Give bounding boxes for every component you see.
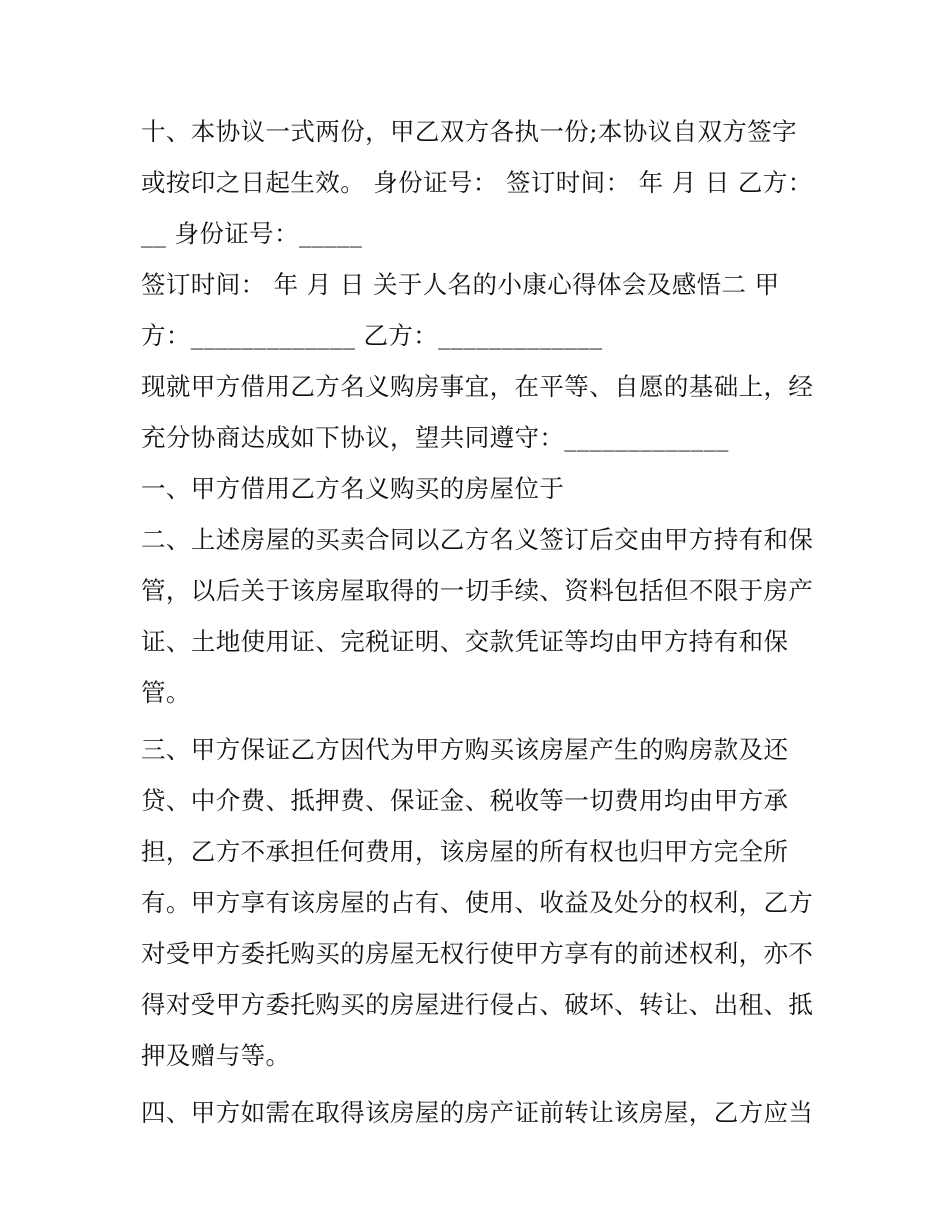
text-line: 担，乙方不承担任何费用，该房屋的所有权也归甲方完全所 (141, 837, 789, 866)
text-line: 有。甲方享有该房屋的占有、使用、收益及处分的权利，乙方 (141, 888, 814, 917)
text-line: 押及赠与等。 (141, 1041, 291, 1070)
text-line: __ 身份证号：_____ (141, 219, 363, 248)
text-line: 四、甲方如需在取得该房屋的房产证前转让该房屋，乙方应当 (141, 1098, 814, 1127)
text-line: 对受甲方委托购买的房屋无权行使甲方享有的前述权利，亦不 (141, 939, 814, 968)
text-line: 签订时间： 年 月 日 关于人名的小康心得体会及感悟二 甲 (141, 270, 780, 299)
text-line: 方：_____________ 乙方：_____________ (141, 321, 603, 350)
text-line: 管，以后关于该房屋取得的一切手续、资料包括但不限于房产 (141, 576, 814, 605)
text-line: 三、甲方保证乙方因代为甲方购买该房屋产生的购房款及还 (141, 735, 789, 764)
text-line: 或按印之日起生效。 身份证号： 签订时间： 年 月 日 乙方： (141, 168, 813, 197)
document-page (141, 106, 821, 1138)
text-line: 一、甲方借用乙方名义购买的房屋位于 (141, 474, 565, 503)
text-line: 充分协商达成如下协议，望共同遵守：_____________ (141, 423, 729, 452)
text-line: 十、本协议一式两份，甲乙双方各执一份;本协议自双方签字 (141, 117, 798, 146)
text-line: 二、上述房屋的买卖合同以乙方名义签订后交由甲方持有和保 (141, 525, 814, 554)
text-line: 得对受甲方委托购买的房屋进行侵占、破坏、转让、出租、抵 (141, 990, 814, 1019)
text-line: 现就甲方借用乙方名义购房事宜，在平等、自愿的基础上，经 (141, 372, 814, 401)
text-line: 证、土地使用证、完税证明、交款凭证等均由甲方持有和保 (141, 627, 789, 656)
text-line: 贷、中介费、抵押费、保证金、税收等一切费用均由甲方承 (141, 786, 789, 815)
text-line: 管。 (141, 678, 191, 707)
